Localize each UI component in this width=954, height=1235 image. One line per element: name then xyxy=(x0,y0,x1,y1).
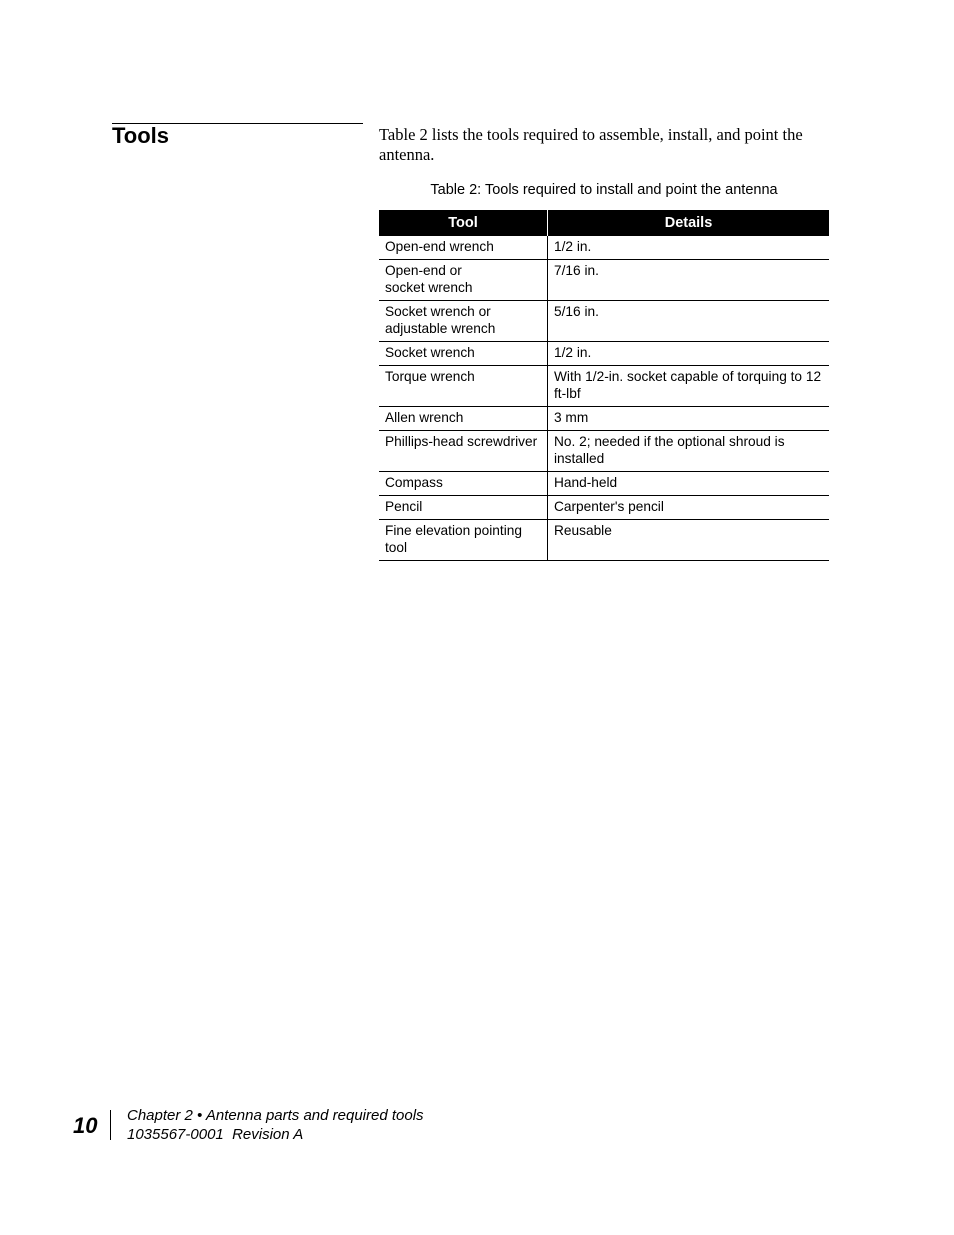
details-cell: 1/2 in. xyxy=(548,236,830,260)
details-cell: 7/16 in. xyxy=(548,260,830,301)
tool-cell xyxy=(379,260,548,301)
header-details: Details xyxy=(548,210,830,236)
table-row xyxy=(379,236,829,260)
details-cell: Hand-held xyxy=(548,472,830,496)
tool-cell: Socket wrench xyxy=(379,342,548,366)
header-tool: Tool xyxy=(379,210,548,236)
details-cell: 5/16 in. xyxy=(548,301,830,342)
details-cell: Carpenter's pencil xyxy=(548,496,830,520)
footer-chapter: Chapter 2 • Antenna parts and required tools xyxy=(127,1107,424,1124)
footer-doc-id: 1035567-0001 Revision A xyxy=(127,1126,304,1143)
tool-cell: Torque wrench xyxy=(379,366,548,407)
table-header-row xyxy=(379,210,829,236)
table-row xyxy=(379,301,829,342)
table-row xyxy=(379,431,829,472)
section-title: Tools xyxy=(112,123,170,148)
table-row xyxy=(379,496,829,520)
intro-paragraph: Table 2 lists the tools required to assemble, install, and point the antenna. xyxy=(379,125,803,164)
tool-cell: Fine elevation pointing tool xyxy=(379,520,548,561)
table-row xyxy=(379,366,829,407)
tool-cell: Compass xyxy=(379,472,548,496)
table-row xyxy=(379,472,829,496)
details-cell: Reusable xyxy=(548,520,830,561)
footer-text xyxy=(127,1106,424,1144)
details-cell: 1/2 in. xyxy=(548,342,830,366)
table-row xyxy=(379,342,829,366)
tool-cell: Open-end wrench xyxy=(379,236,548,260)
table-row xyxy=(379,407,829,431)
details-cell: With 1/2-in. socket capable of torquing to 12 ft-lbf xyxy=(548,366,830,407)
tool-line: Socket wrench or adjustable wrench xyxy=(385,304,496,336)
details-cell: 3 mm xyxy=(548,407,830,431)
table-caption: Table 2: Tools required to install and point the antenna xyxy=(430,182,778,198)
tool-cell: Allen wrench xyxy=(379,407,548,431)
table-row xyxy=(379,260,829,301)
table-row xyxy=(379,520,829,561)
tool-cell: Pencil xyxy=(379,496,548,520)
tool-cell xyxy=(379,301,548,342)
details-cell: No. 2; needed if the optional shroud is installed xyxy=(548,431,830,472)
footer-divider xyxy=(110,1110,111,1140)
tool-line: Open-end or socket wrench xyxy=(385,263,473,295)
tool-cell: Phillips-head screwdriver xyxy=(379,431,548,472)
tools-table xyxy=(379,210,829,561)
page-number: 10 xyxy=(73,1113,98,1138)
